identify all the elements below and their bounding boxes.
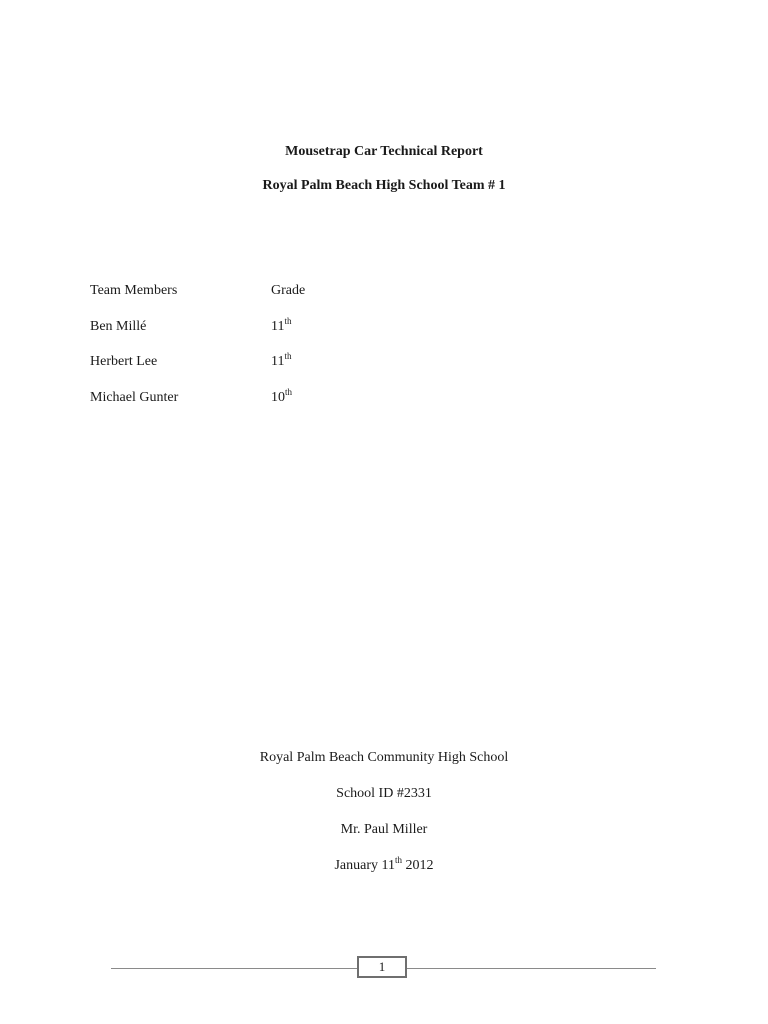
member-grade: 11th xyxy=(271,316,292,334)
header-grade: Grade xyxy=(271,283,306,298)
member-grade: 11th xyxy=(271,351,292,369)
member-grade: 10th xyxy=(271,387,293,405)
report-title: Mousetrap Car Technical Report xyxy=(285,144,483,159)
member-name: Ben Millé xyxy=(90,319,147,334)
teacher-name: Mr. Paul Miller xyxy=(340,822,428,837)
school-name: Royal Palm Beach Community High School xyxy=(259,750,509,765)
report-date: January 11th 2012 xyxy=(334,855,434,873)
page-number: 1 xyxy=(357,956,407,978)
report-subtitle: Royal Palm Beach High School Team # 1 xyxy=(262,178,506,193)
member-name: Herbert Lee xyxy=(90,354,158,369)
school-id: School ID #2331 xyxy=(336,786,432,801)
member-name: Michael Gunter xyxy=(90,390,179,405)
header-team-members: Team Members xyxy=(90,283,178,298)
